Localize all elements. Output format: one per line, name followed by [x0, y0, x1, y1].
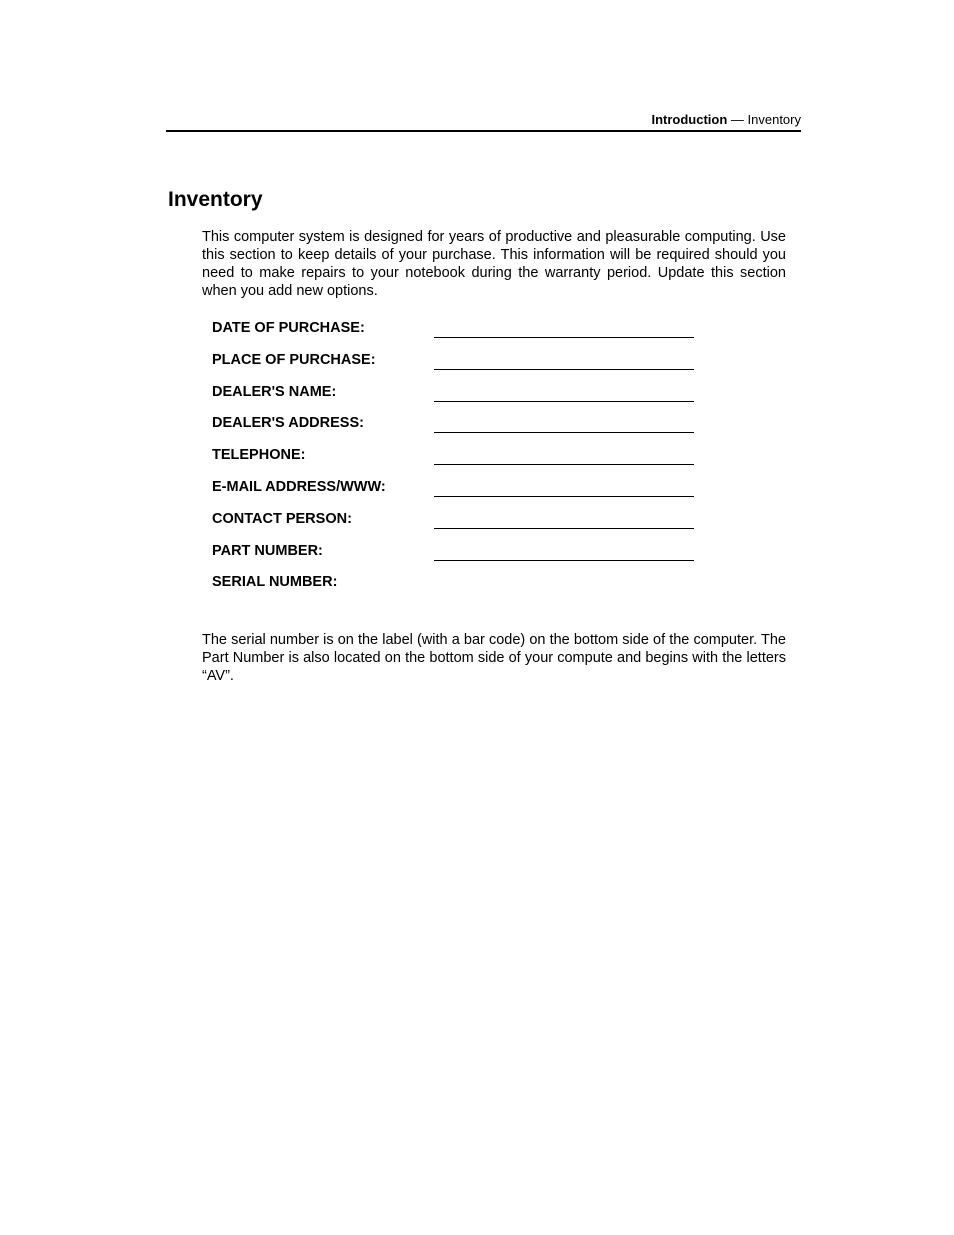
running-header	[166, 112, 801, 132]
header-section: Inventory	[747, 112, 801, 127]
field-label: DATE OF PURCHASE:	[212, 320, 365, 336]
fill-in-line	[434, 464, 694, 465]
field-label: TELEPHONE:	[212, 447, 306, 464]
intro-paragraph: This computer system is designed for years of productive and pleasurable computing. Use this section to keep details of your purchase. This information will be required should you need to make repairs to your notebook during the warranty period. Update this section when you add new options.	[202, 229, 786, 299]
page-title: Inventory	[168, 188, 263, 211]
fill-in-line	[434, 528, 694, 529]
inventory-form	[212, 315, 712, 601]
header-separator: —	[727, 112, 748, 127]
fill-in-line	[434, 432, 694, 433]
field-label: DEALER'S NAME:	[212, 383, 337, 400]
form-row-contact-person	[212, 506, 712, 538]
fill-in-line	[434, 401, 694, 402]
header-chapter: Introduction	[651, 112, 728, 127]
field-label: CONTACT PERSON:	[212, 510, 352, 527]
form-row-telephone	[212, 442, 712, 474]
form-row-date-of-purchase	[212, 315, 712, 347]
form-row-dealers-name	[212, 379, 712, 411]
form-row-serial-number	[212, 569, 712, 601]
field-label: PART NUMBER:	[212, 542, 323, 559]
form-row-email-address	[212, 474, 712, 506]
form-row-dealers-address	[212, 410, 712, 442]
fill-in-line	[434, 560, 694, 561]
form-row-part-number	[212, 538, 712, 570]
form-row-place-of-purchase	[212, 347, 712, 379]
fill-in-line	[434, 337, 694, 338]
field-label: SERIAL NUMBER:	[212, 574, 338, 591]
fill-in-line	[434, 369, 694, 370]
field-label: PLACE OF PURCHASE:	[212, 351, 376, 368]
fill-in-line	[434, 496, 694, 497]
field-label: DEALER'S ADDRESS:	[212, 415, 364, 432]
serial-number-note: The serial number is on the label (with a bar code) on the bottom side of the computer. The Part Number is also located on the bottom side of your compute and begins with the letters “AV”.	[202, 632, 786, 684]
field-label: E-MAIL ADDRESS/WWW:	[212, 478, 386, 495]
